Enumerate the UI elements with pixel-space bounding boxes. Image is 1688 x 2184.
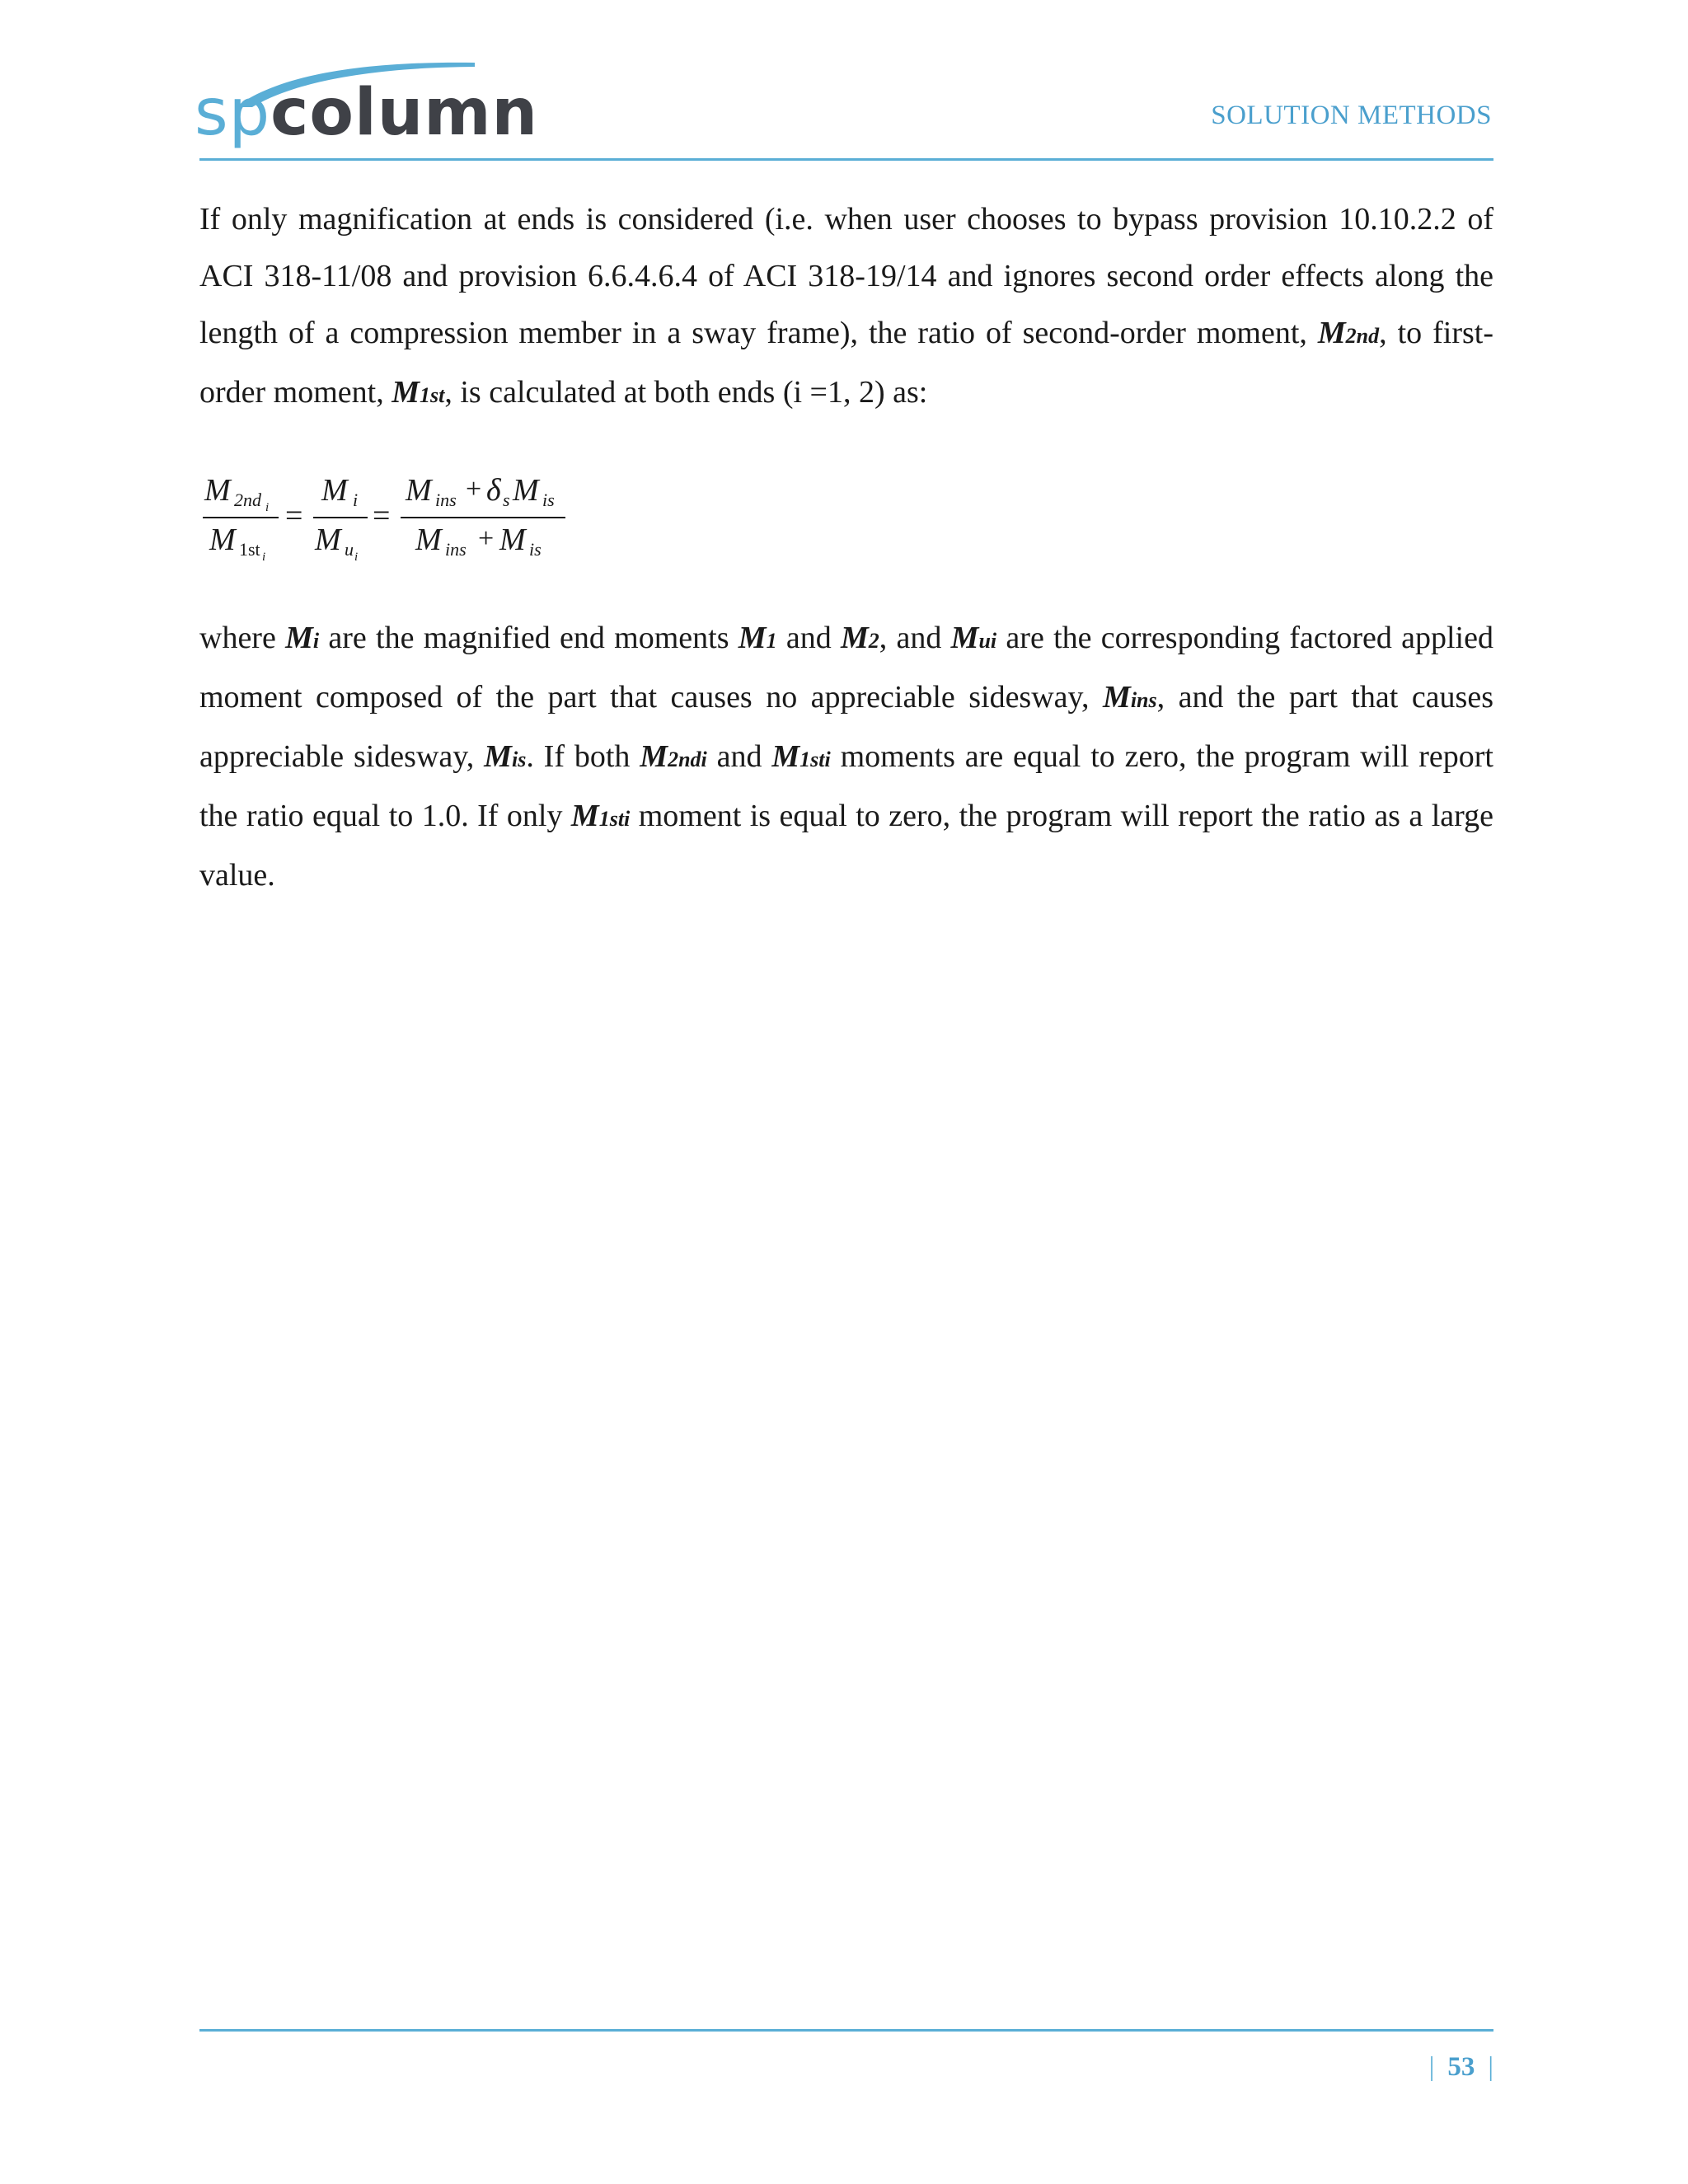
m2ndi-sub: 2ndi (668, 748, 707, 771)
m1-symbol (738, 621, 777, 655)
paragraph-intro (199, 191, 1493, 424)
eq-sub-s: s (503, 490, 510, 510)
eq-sub-i-2: i (262, 551, 266, 564)
mi-sub: i (312, 629, 320, 653)
p2-text-3: and (776, 621, 841, 655)
m2-main: M (840, 621, 869, 655)
p2-text-5: are the corresponding factored applied moment composed of the part that causes no appreciable sidesway, (199, 621, 1493, 715)
eq-delta: δ (486, 473, 501, 508)
p2-text-4: , and (879, 621, 951, 655)
eq-m-is-den: M (499, 523, 526, 557)
m1sti-symbol (771, 739, 830, 774)
m2nd-symbol (1318, 316, 1379, 350)
logo-sp: sp (195, 76, 271, 150)
eq-sub-ins-2: ins (445, 539, 467, 560)
mi-symbol (285, 621, 319, 655)
page-bar-right: | (1488, 2052, 1493, 2082)
eq-sub-u: u (345, 539, 354, 560)
eq-sub-is-1: is (542, 490, 555, 510)
mui-sub: ui (978, 629, 997, 653)
logo-wordmark (195, 76, 538, 150)
p2-text-9: moments are equal to zero, the program will report the ratio equal to 1.0. If only (199, 739, 1493, 833)
mi-main: M (285, 621, 313, 655)
p2-text-2: are the magnified end moments (319, 621, 738, 655)
mins-sub: ins (1130, 688, 1157, 712)
footer-divider (199, 2029, 1493, 2032)
eq-equals-1: = (285, 499, 303, 533)
eq-m-is-num: M (513, 473, 539, 508)
p1-text-2: , to first-order moment, (199, 316, 1493, 410)
m1sti-main-2: M (570, 799, 599, 833)
eq-m-den1: M (209, 523, 236, 557)
page-number (1429, 2052, 1493, 2083)
m1st-symbol (392, 375, 444, 410)
eq-equals-2: = (373, 499, 391, 533)
m2ndi-symbol (640, 739, 706, 774)
mis-main: M (484, 739, 512, 774)
m2-symbol (841, 621, 879, 655)
eq-m-ins-num: M (406, 473, 432, 508)
m2-sub: 2 (868, 629, 879, 653)
mis-sub: is (511, 748, 527, 771)
p2-text-6: , and the part that causes appreciable sidesway, (199, 680, 1493, 774)
page-number-value: 53 (1447, 2052, 1475, 2082)
moment-ratio-equation (198, 462, 577, 569)
p2-text-1: where (199, 621, 286, 655)
mis-symbol (484, 739, 526, 774)
p2-text-10: moment is equal to zero, the program will report the ratio as a large value. (199, 799, 1493, 893)
eq-m-num1: M (204, 473, 231, 508)
eq-plus-1: + (466, 474, 482, 504)
eq-plus-2: + (478, 523, 495, 554)
eq-sub-i-3: i (353, 490, 359, 510)
section-title: SOLUTION METHODS (1211, 101, 1492, 130)
eq-sub-i-1: i (265, 501, 270, 514)
m1sti-main: M (771, 739, 800, 774)
p1-text-3: , is calculated at both ends (i =1, 2) as: (444, 375, 928, 410)
m1st-main: M (392, 375, 420, 410)
paragraph-explanation (199, 610, 1493, 904)
eq-sub-i-4: i (354, 551, 359, 564)
p1-text-1: If only magnification at ends is considered (i.e. when user chooses to bypass provision 10.10.2.2 of ACI 318-11/08 and provision 6.6.4.6.4 of ACI 318-19/14 and ignores second order effects along the length of a compression member in a sway frame), the ratio of second-order moment, (199, 202, 1493, 350)
logo-column: column (270, 76, 539, 150)
eq-m-num2: M (321, 473, 348, 508)
mui-main: M (950, 621, 979, 655)
eq-m-den2: M (315, 523, 341, 557)
eq-m-ins-den: M (415, 523, 442, 557)
mins-symbol (1103, 680, 1157, 715)
m1sti-symbol-2 (571, 799, 630, 833)
m1sti-sub: 1sti (799, 748, 831, 771)
mins-main: M (1103, 680, 1131, 715)
eq-sub-ins-1: ins (435, 490, 457, 510)
m1st-sub: 1st (420, 383, 445, 407)
eq-sub-1st: 1st (239, 539, 260, 560)
m1sti-sub-2: 1sti (598, 807, 631, 831)
p2-text-7: . If both (526, 739, 640, 774)
eq-sub-2nd: 2nd (234, 490, 261, 510)
m1-main: M (738, 621, 767, 655)
m2ndi-main: M (640, 739, 668, 774)
m1-sub: 1 (766, 629, 777, 653)
page-bar-left: | (1428, 2052, 1435, 2082)
mui-symbol (951, 621, 996, 655)
p2-text-8: and (706, 739, 772, 774)
spcolumn-logo (195, 59, 539, 150)
m2nd-main: M (1317, 316, 1346, 350)
eq-sub-is-2: is (529, 539, 542, 560)
header-divider (199, 158, 1493, 161)
m2nd-sub: 2nd (1345, 324, 1380, 348)
